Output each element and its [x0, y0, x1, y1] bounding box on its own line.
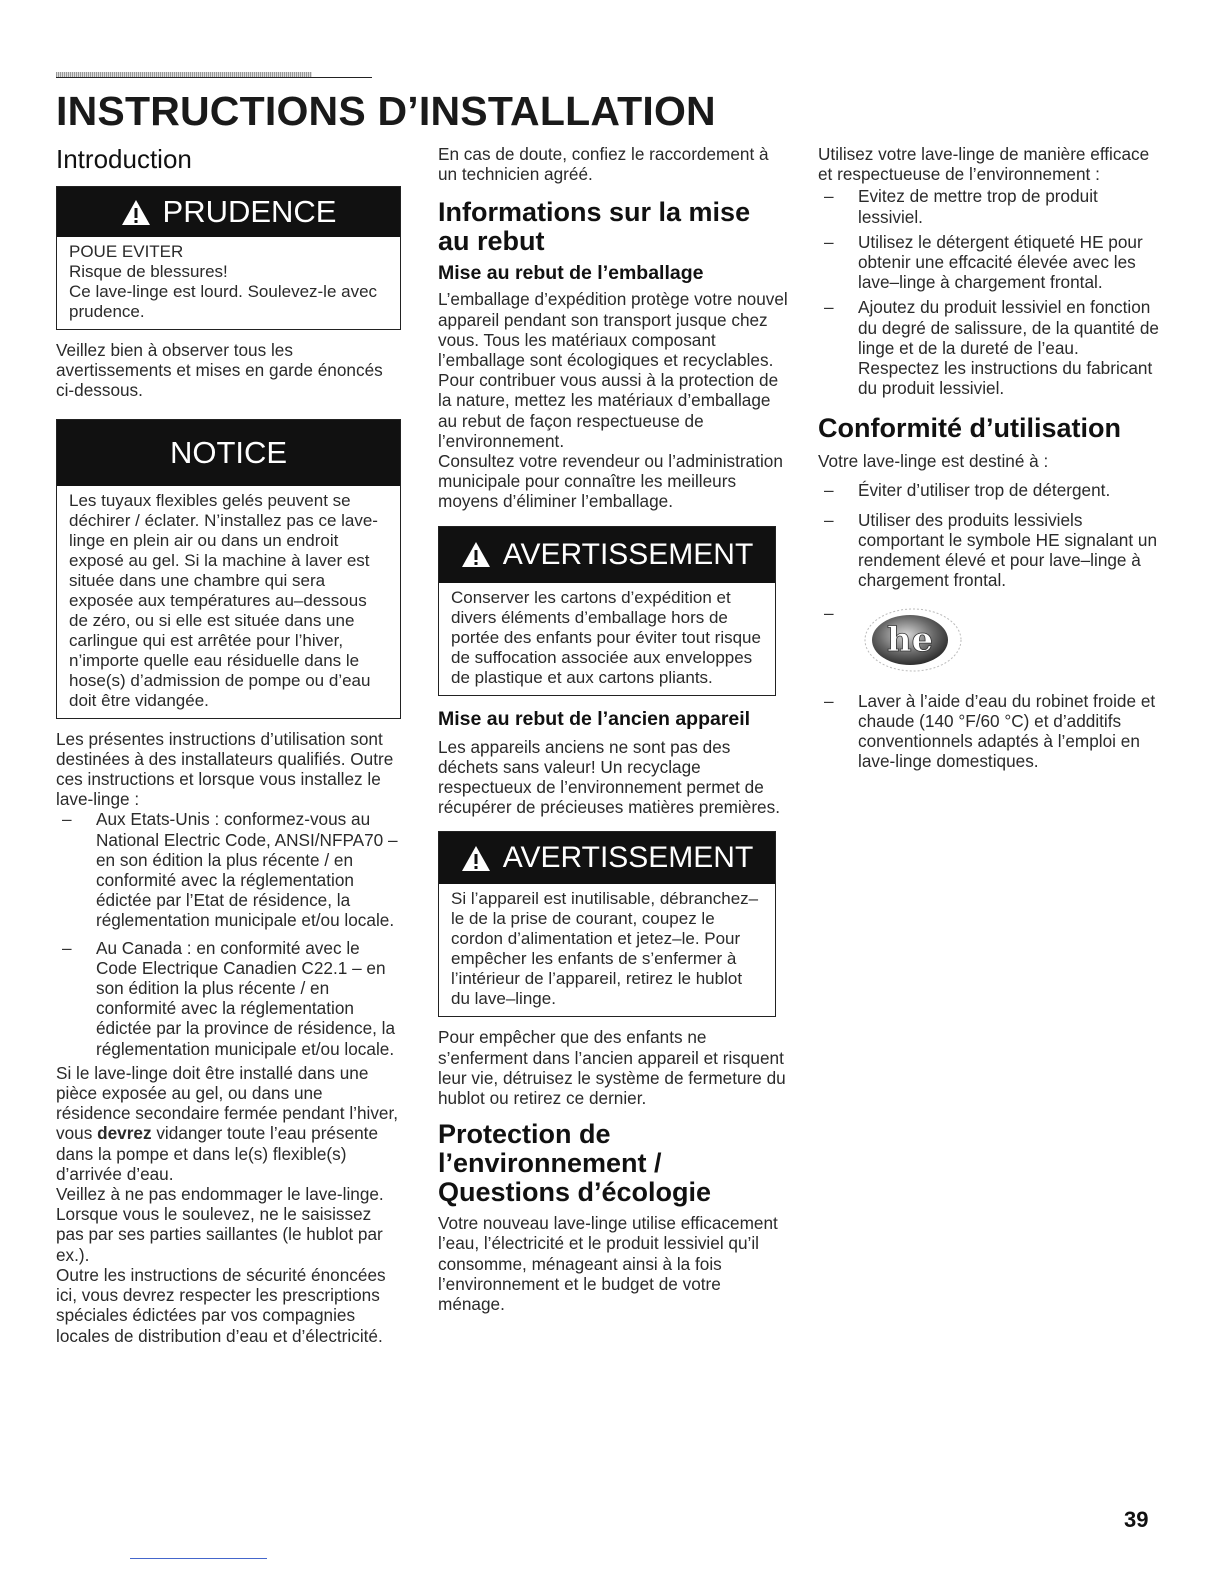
warning-box-1 [438, 526, 776, 696]
intro-heading: Introduction [56, 144, 192, 174]
para-endommager: Veillez à ne pas endommager le lave-linge. [56, 1184, 384, 1205]
para-observer: Veillez bien à observer tous les avertissements et mises en garde énoncés ci-dessous. [56, 340, 383, 401]
para-doute: En cas de doute, confiez le raccordement à un technicien agréé. [438, 144, 769, 185]
list-item: – Ajoutez du produit lessiviel en fonction du degré de salissure, de la quantité de linge et de la dureté de l’eau. Respectez les instructions du fabricant du produit lessiviel. [818, 297, 1163, 398]
usage-list [818, 186, 1163, 398]
warning-triangle-icon [461, 845, 491, 872]
list-item: – Au Canada : en conformité avec le Code Electrique Canadien C22.1 – en son édition la plus récente / en conformité avec la réglementation édictée par la province de résidence, la réglementation municipale et/ou locale. [56, 938, 401, 1059]
prudence-header [57, 187, 400, 237]
prudence-label: PRUDENCE [162, 194, 337, 229]
warning-header-1 [439, 527, 775, 583]
warning-text-1: Conserver les cartons d’expédition et divers éléments d’emballage hors de portée des enfants pour éviter tout risque de suffocation associée aux enveloppes de plastique et aux cartons pliants. [451, 587, 761, 687]
heading-environnement: Protection de l’environnement / Questions d’écologie [438, 1119, 712, 1208]
list-item: – Utilisez le détergent étiqueté HE pour obtenir une effcacité élevée avec les lave–linge à chargement frontal. [818, 232, 1163, 293]
top-rule [56, 72, 372, 78]
warning-label-2: AVERTISSEMENT [502, 841, 754, 875]
prudence-body [57, 237, 400, 329]
install-list [56, 809, 401, 1058]
para-securite: Outre les instructions de sécurité énoncées ici, vous devrez respecter les prescriptions spéciales édictées par vos compagnies locales de distribution d’eau et d’électricité. [56, 1264, 386, 1346]
he-logo-icon [858, 603, 968, 673]
notice-text: Les tuyaux flexibles gelés peuvent se déchirer / éclater. N’installez pas ce lave-linge en plein air ou dans un endroit exposé au gel. Si la machine à laver est située dans une chambre qui sera exposée aux températures au–dessous de zéro, ou si elle est située dans une carlingue qui est arrêtée pour l’hiver, n’importe quelle eau résiduelle dans le hose(s) d’admission de pompe ou d’eau doit être vidangée. [69, 490, 378, 710]
warning-header-2 [439, 832, 775, 884]
page-title: INSTRUCTIONS D’INSTALLATION [56, 88, 716, 134]
sub-emballage: Mise au rebut de l’emballage [438, 262, 704, 285]
heading-conformite: Conformité d’utilisation [818, 413, 1121, 444]
warning-body-1 [439, 583, 775, 695]
he-logo-text: – he [886, 619, 934, 660]
list-item: – Aux Etats-Unis : conformez-vous au National Electric Code, ANSI/NFPA70 – en son édition la plus récente / en conformité avec la réglementation édictée par l’Etat de résidence, la réglementation municipale et/ou locale. [56, 809, 401, 930]
list-item: – Éviter d’utiliser trop de détergent. [818, 480, 1163, 500]
heading-rebut: Informations sur la mise au rebut [438, 197, 751, 257]
list-item: – Laver à l’aide d’eau du robinet froide et chaude (140 °F/60 °C) et d’additifs conventionnels adaptés à l’emploi en lave-linge domestiques. [818, 691, 1163, 772]
notice-body [57, 486, 400, 718]
notice-label: NOTICE [169, 434, 288, 470]
para-gel [56, 1063, 401, 1184]
list-item: – Evitez de mettre trop de produit lessiviel. [818, 186, 1163, 226]
bottom-rule [130, 1558, 267, 1559]
prudence-line-2: Risque de blessures! [69, 262, 228, 281]
para-gel-after: vidanger toute l’eau présente dans la pompe et dans le(s) flexible(s) d’arrivée d’eau. [56, 1123, 379, 1184]
sub-ancien: Mise au rebut de l’ancien appareil [438, 707, 751, 730]
conformite-list [818, 480, 1163, 591]
para-utilisez: Utilisez votre lave-linge de manière efficace et respectueuse de l’environnement : [818, 144, 1150, 185]
warning-triangle-icon [461, 541, 491, 568]
page-number: 39 [1124, 1507, 1149, 1532]
para-enfants: Pour empêcher que des enfants ne s’enferment dans l’ancien appareil et risquent leur vie, détruisez le système de fermeture du hublot ou retirez ce dernier. [438, 1027, 786, 1109]
para-environnement: Votre nouveau lave-linge utilise efficacement l’eau, l’électricité et le produit lessiviel qu’il consomme, ménageant ainsi à la fois l’environnement et le budget de votre ménage. [438, 1213, 778, 1315]
he-logo-item [818, 603, 1163, 687]
para-gel-before: Si le lave-linge doit être installé dans une pièce exposée au gel, ou dans une résidence secondaire fermée pendant l’hiver, vous [56, 1062, 399, 1144]
para-revendeur: Consultez votre revendeur ou l’administration municipale pour connaître les meilleurs moyens d’éliminer l’emballage. [438, 451, 783, 512]
warning-label-1: AVERTISSEMENT [502, 537, 754, 571]
prudence-line-1: POUE EVITER [69, 242, 184, 261]
notice-header [57, 420, 400, 486]
notice-box [56, 419, 401, 719]
he-logo-list [818, 603, 1163, 772]
warning-text-2: Si l’appareil est inutilisable, débranchez–le de la prise de courant, coupez le cordon d’alimentation et jetez–le. Pour empêcher les enfants de s’enfermer à l’intérieur de l’appareil, retirez le hublot du lave–linge. [451, 889, 759, 1009]
prudence-line-3: Ce lave-linge est lourd. Soulevez-le avec prudence. [69, 282, 378, 321]
warning-box-2 [438, 831, 776, 1017]
warning-body-2 [439, 884, 775, 1016]
column-2 [438, 144, 788, 1314]
top-hatch-bar [56, 72, 312, 77]
prudence-box [56, 186, 401, 330]
warning-triangle-icon [121, 199, 151, 226]
para-soulevez: Lorsque vous le soulevez, ne le saisissez pas par ses parties saillantes (le hublot par ex.). [56, 1204, 383, 1265]
para-installateurs: Les présentes instructions d’utilisation sont destinées à des installateurs qualifiés. Outre ces instructions et lorsque vous installez le lave-linge : [56, 728, 394, 810]
para-ancien: Les appareils anciens ne sont pas des déchets sans valeur! Un recyclage respectueux de l’environnement permet de récupérer de précieuses matières premières. [438, 736, 780, 818]
para-destine: Votre lave-linge est destiné à : [818, 451, 1049, 472]
para-gel-bold: devrez [97, 1123, 152, 1144]
column-1 [56, 144, 401, 1346]
para-emballage: L’emballage d’expédition protège votre nouvel appareil pendant son transport jusque chez vous. Tous les matériaux composant l’emballage sont écologiques et recyclables. Pour contribuer vous aussi à la protection de la nature, mettez les matériaux d’emballage au rebut de façon respectueuse de l’environnement. [438, 289, 788, 451]
list-item: – Utiliser des produits lessiviels comportant le symbole HE signalant un rendement élevé et pour lave–linge à chargement frontal. [818, 510, 1163, 591]
column-3 [818, 144, 1163, 771]
